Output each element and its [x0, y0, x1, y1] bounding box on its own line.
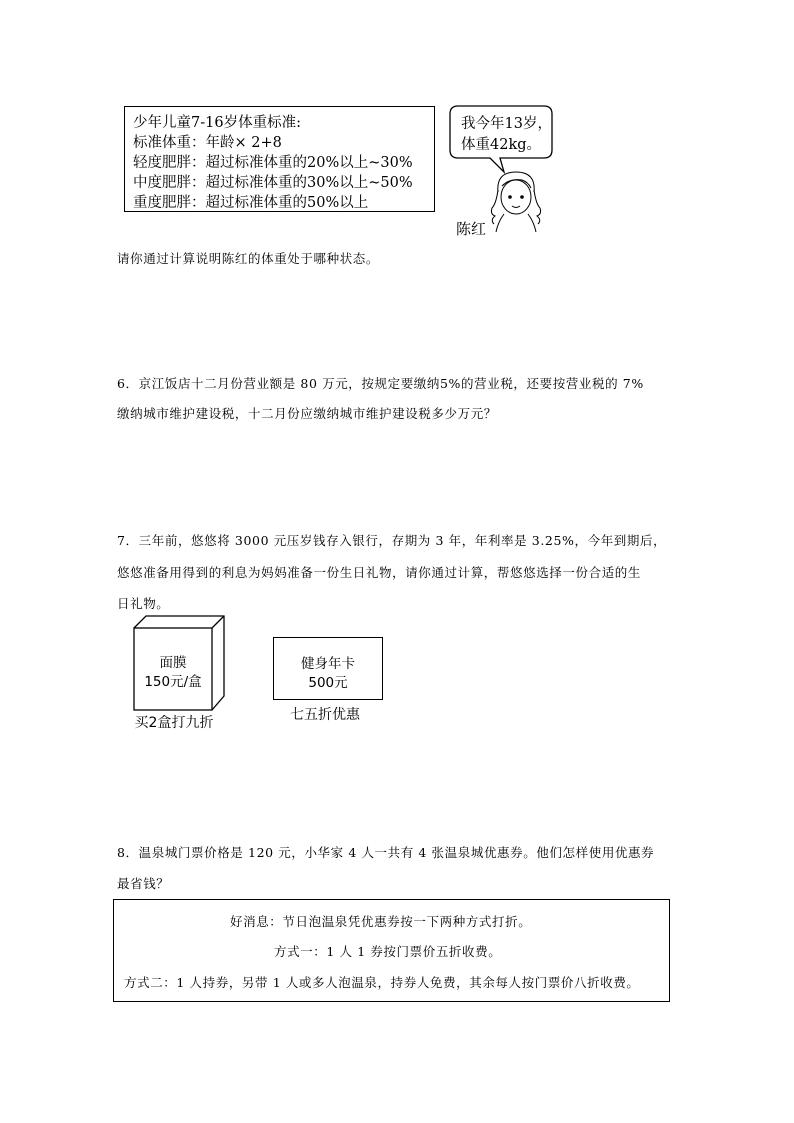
q8-line-2: 最省钱？: [117, 876, 170, 891]
face-mask-name: 面膜: [159, 655, 187, 671]
weight-standard-box: [124, 106, 435, 212]
standard-severe-obesity: 重度肥胖：超过标准体重的50%以上: [133, 195, 369, 211]
girl-name: 陈红: [456, 220, 487, 238]
face-mask-price: 150元/盒: [144, 674, 202, 690]
q7-line-3: 日礼物。: [117, 596, 170, 611]
discount-notice-box: [113, 899, 670, 1002]
q5-prompt: 请你通过计算说明陈红的体重处于哪种状态。: [117, 251, 380, 266]
q7-line-1: 7．三年前，悠悠将 3000 元压岁钱存入银行，存期为 3 年，年利率是 3.25%，今年到期后，: [117, 533, 667, 548]
standard-title: 少年儿童7-16岁体重标准:: [133, 115, 301, 131]
gym-card-name: 健身年卡: [301, 656, 355, 672]
standard-formula: 标准体重：年龄× 2+8: [133, 135, 282, 151]
speech-line-2: 体重42kg。: [461, 137, 542, 153]
gym-card-label: [273, 655, 383, 693]
q6-line-1: 6．京江饭店十二月份营业额是 80 万元，按规定要缴纳5%的营业税，还要按营业税的 7%: [117, 376, 644, 391]
face-mask-promo: 买2盒打九折: [134, 715, 214, 731]
q6-line-2: 缴纳城市维护建设税，十二月份应缴纳城市维护建设税多少万元？: [117, 406, 497, 421]
speech-line-1: 我今年13岁，: [461, 116, 552, 132]
q8-line-1: 8．温泉城门票价格是 120 元，小华家 4 人一共有 4 张温泉城优惠券。他们怎样使用优惠券: [117, 845, 655, 860]
gym-card-price: 500元: [308, 675, 348, 691]
gym-card-promo: 七五折优惠: [290, 707, 360, 723]
q7-line-2: 悠悠准备用得到的利息为妈妈准备一份生日礼物，请你通过计算，帮悠悠选择一份合适的生: [117, 565, 642, 580]
standard-mild-obesity: 轻度肥胖：超过标准体重的20%以上~30%: [133, 155, 413, 171]
speech-bubble-text: [461, 114, 552, 156]
girl-face: [491, 172, 540, 232]
face-mask-label: [134, 654, 212, 692]
notice-title: 好消息：节日泡温泉凭优惠券按一下两种方式打折。: [230, 914, 532, 929]
standard-moderate-obesity: 中度肥胖：超过标准体重的30%以上~50%: [133, 175, 413, 191]
notice-method-1: 方式一：1 人 1 券按门票价五折收费。: [274, 944, 502, 959]
notice-method-2: 方式二：1 人持券，另带 1 人或多人泡温泉，持券人免费，其余每人按门票价八折收费。: [124, 975, 640, 990]
